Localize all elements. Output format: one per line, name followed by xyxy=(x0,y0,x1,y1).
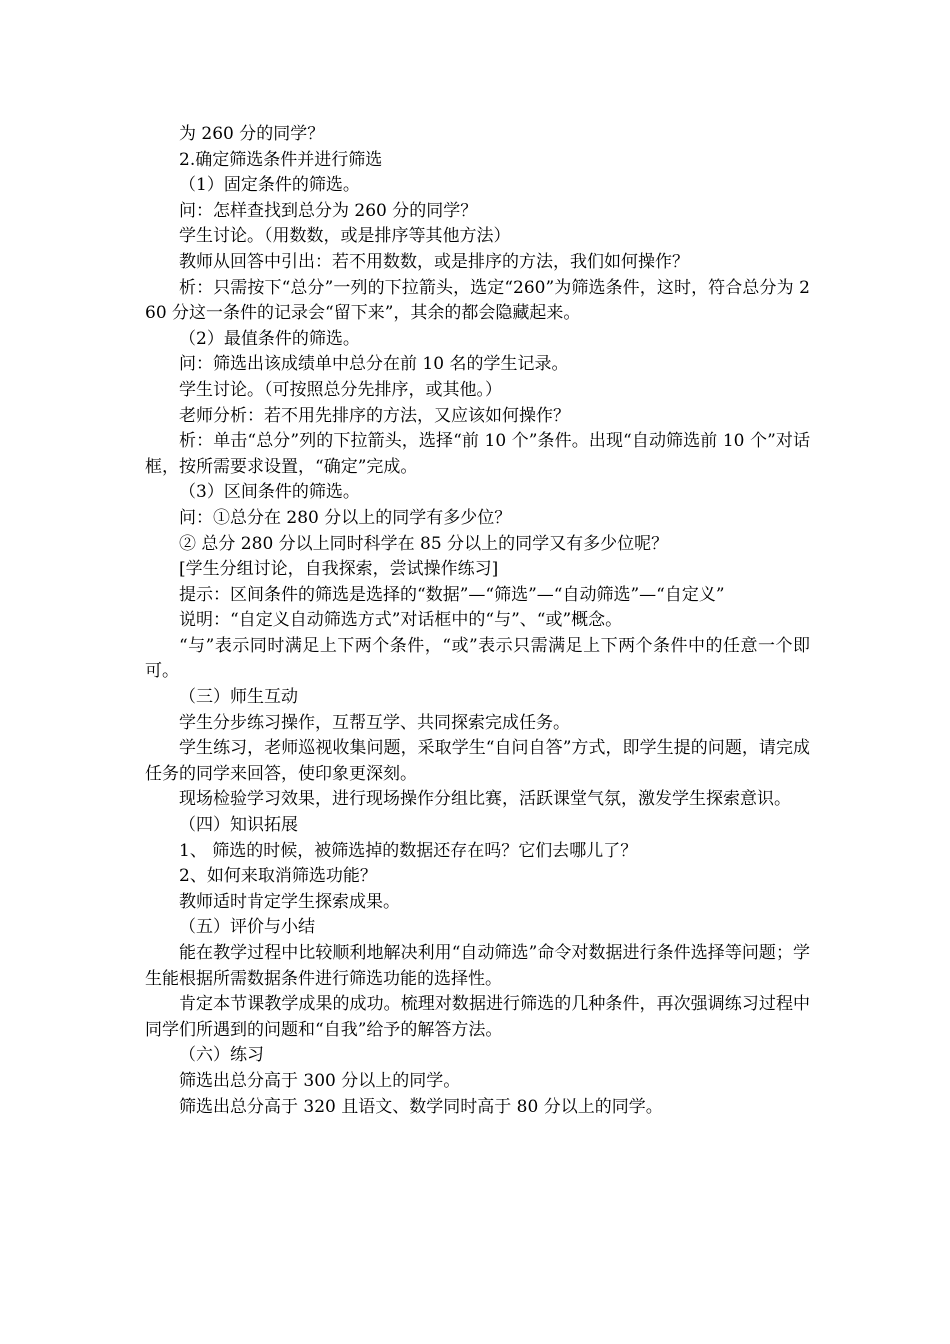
section-heading: （五）评价与小结 xyxy=(179,917,315,938)
paragraph: 学生讨论。（可按照总分先排序，或其他。） xyxy=(179,379,502,400)
paragraph: ② 总分 280 分以上同时科学在 85 分以上的同学又有多少位呢？ xyxy=(179,533,669,554)
document-body xyxy=(145,122,810,1120)
paragraph: 教师从回答中引出：若不用数数，或是排序的方法，我们如何操作？ xyxy=(179,251,689,272)
paragraph: 为 260 分的同学？ xyxy=(179,124,325,144)
paragraph: 教师适时肯定学生探索成果。 xyxy=(179,891,400,912)
paragraph: 说明：“自定义自动筛选方式”对话框中的“与”、“或”概念。 xyxy=(179,610,623,631)
paragraph: 问：怎样查找到总分为 260 分的同学？ xyxy=(179,200,478,221)
paragraph: 学生练习，老师巡视收集问题，采取学生“自问自答”方式，即学生提的问题，请完成任务的同学来回答，使印象更深刻。 xyxy=(145,738,810,784)
paragraph: 现场检验学习效果，进行现场操作分组比赛，活跃课堂气氛，激发学生探索意识。 xyxy=(179,789,791,810)
paragraph: [学生分组讨论，自我探索，尝试操作练习] xyxy=(179,559,499,580)
paragraph: 析：只需按下“总分”一列的下拉箭头，选定“260”为筛选条件，这时，符合总分为 260 分这一条件的记录会“留下来”，其余的都会隐藏起来。 xyxy=(145,277,810,324)
list-item: 2、如何来取消筛选功能？ xyxy=(179,866,377,887)
paragraph: 析：单击“总分”列的下拉箭头，选择“前 10 个”条件。出现“自动筛选前 10 个”对话框，按所需要求设置，“确定”完成。 xyxy=(145,431,810,477)
section-heading: （四）知识拓展 xyxy=(179,815,298,836)
list-item: 1、 筛选的时候，被筛选掉的数据还存在吗？它们去哪儿了？ xyxy=(179,840,638,861)
paragraph: 学生讨论。（用数数，或是排序等其他方法） xyxy=(179,226,511,247)
paragraph: 问：①总分在 280 分以上的同学有多少位？ xyxy=(179,507,512,528)
section-heading: （六）练习 xyxy=(179,1045,264,1066)
section-heading: 2.确定筛选条件并进行筛选 xyxy=(179,149,383,170)
paragraph: 筛选出总分高于 300 分以上的同学。 xyxy=(179,1070,461,1091)
paragraph: 老师分析：若不用先排序的方法，又应该如何操作？ xyxy=(179,405,570,426)
subsection-heading: （1）固定条件的筛选。 xyxy=(179,175,360,196)
paragraph: 肯定本节课教学成果的成功。梳理对数据进行筛选的几种条件，再次强调练习过程中同学们所遇到的问题和“自我”给予的解答方法。 xyxy=(145,994,810,1040)
paragraph: “与”表示同时满足上下两个条件，“或”表示只需满足上下两个条件中的任意一个即可。 xyxy=(145,635,810,682)
paragraph: 问：筛选出该成绩单中总分在前 10 名的学生记录。 xyxy=(179,354,569,375)
paragraph: 能在教学过程中比较顺利地解决利用“自动筛选”命令对数据进行条件选择等问题；学生能根据所需数据条件进行筛选功能的选择性。 xyxy=(145,943,810,989)
paragraph: 提示：区间条件的筛选是选择的“数据”—“筛选”—“自动筛选”—“自定义” xyxy=(179,584,725,605)
subsection-heading: （2）最值条件的筛选。 xyxy=(179,328,360,349)
subsection-heading: （3）区间条件的筛选。 xyxy=(179,482,360,503)
paragraph: 筛选出总分高于 320 且语文、数学同时高于 80 分以上的同学。 xyxy=(179,1096,663,1117)
paragraph: 学生分步练习操作，互帮互学、共同探索完成任务。 xyxy=(179,712,570,733)
section-heading: （三）师生互动 xyxy=(179,687,298,708)
